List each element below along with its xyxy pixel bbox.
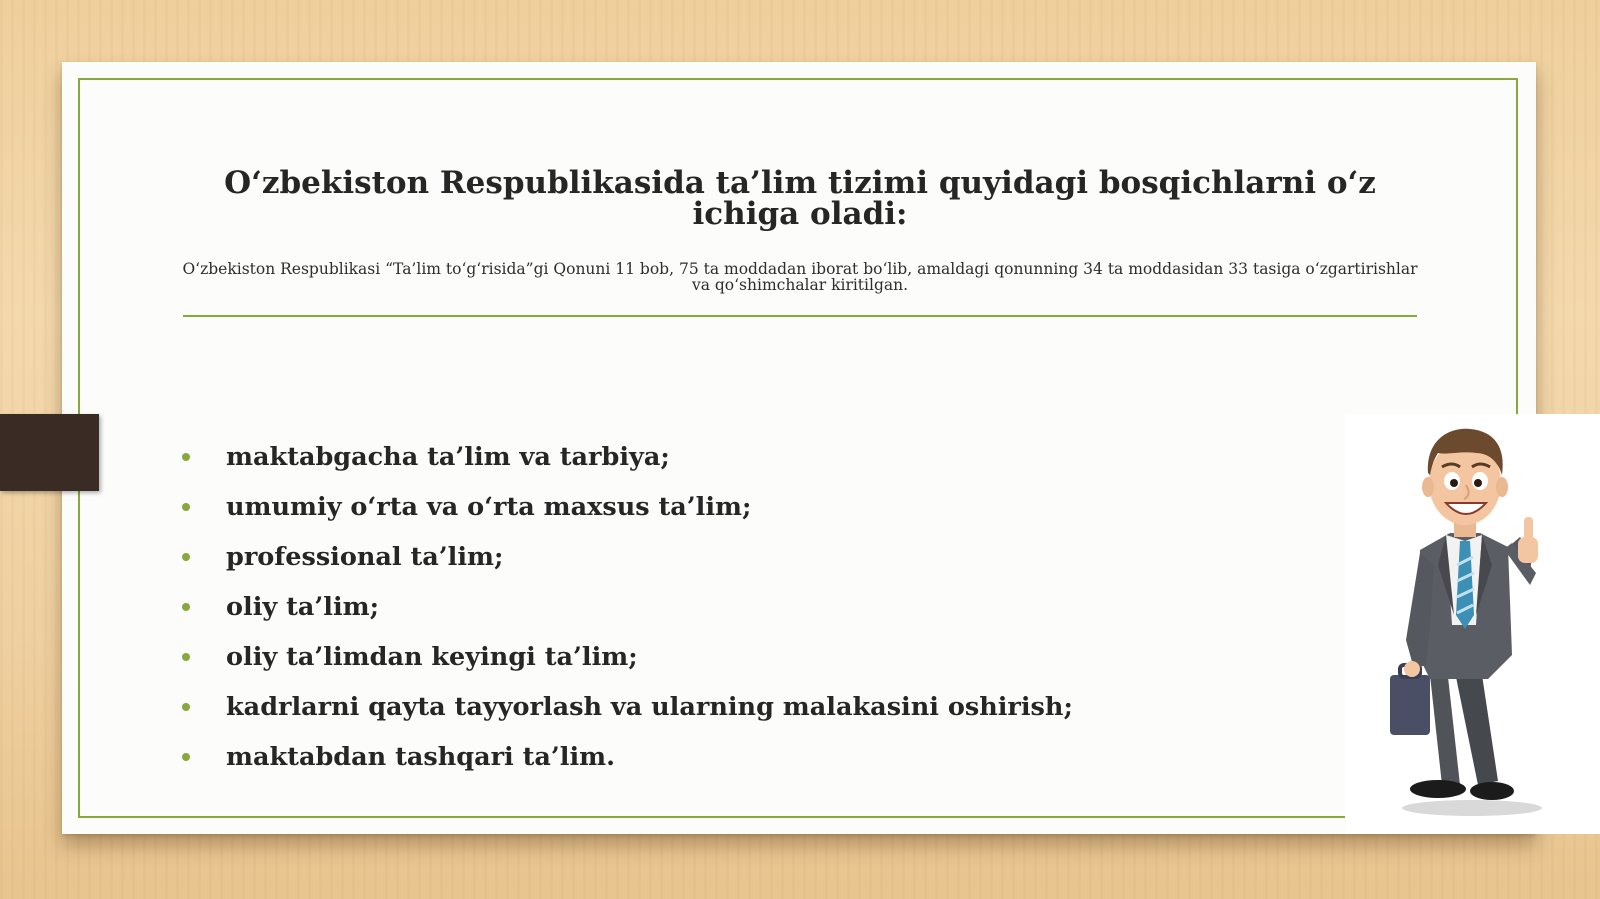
list-item bbox=[180, 432, 1073, 482]
bullet-list bbox=[180, 432, 1073, 782]
bullet-icon bbox=[182, 503, 190, 511]
slide-subtitle: O‘zbekiston Respublikasi “Ta’lim to‘g‘risida”gi Qonuni 11 bob, 75 ta moddadan iborat bo‘lib, amaldagi qonunning 34 ta moddasidan 33 tasiga o‘zgartirishlar va qo‘shimchalar kiritilgan. bbox=[182, 260, 1418, 294]
bullet-icon bbox=[182, 553, 190, 561]
list-item-text: professional ta’lim; bbox=[226, 542, 504, 572]
list-item bbox=[180, 482, 1073, 532]
list-item bbox=[180, 732, 1073, 782]
bullet-icon bbox=[182, 603, 190, 611]
list-item-text: umumiy o‘rta va o‘rta maxsus ta’lim; bbox=[226, 492, 752, 522]
list-item-text: maktabgacha ta’lim va tarbiya; bbox=[226, 442, 670, 472]
bullet-icon bbox=[182, 753, 190, 761]
bullet-icon bbox=[182, 703, 190, 711]
bullet-icon bbox=[182, 453, 190, 461]
businessman-thumbs-up-icon bbox=[1390, 425, 1560, 821]
list-item bbox=[180, 582, 1073, 632]
list-item-text: oliy ta’limdan keyingi ta’lim; bbox=[226, 642, 638, 672]
list-item bbox=[180, 532, 1073, 582]
title-divider bbox=[183, 315, 1417, 317]
side-tab bbox=[0, 414, 99, 491]
list-item-text: kadrlarni qayta tayyorlash va ularning malakasini oshirish; bbox=[226, 692, 1073, 722]
list-item-text: oliy ta’lim; bbox=[226, 592, 380, 622]
list-item-text: maktabdan tashqari ta’lim. bbox=[226, 742, 616, 772]
slide-title: O‘zbekiston Respublikasida ta’lim tizimi quyidagi bosqichlarni o‘z ichiga oladi: bbox=[224, 165, 1376, 232]
list-item bbox=[180, 682, 1073, 732]
bullet-icon bbox=[182, 653, 190, 661]
list-item bbox=[180, 632, 1073, 682]
